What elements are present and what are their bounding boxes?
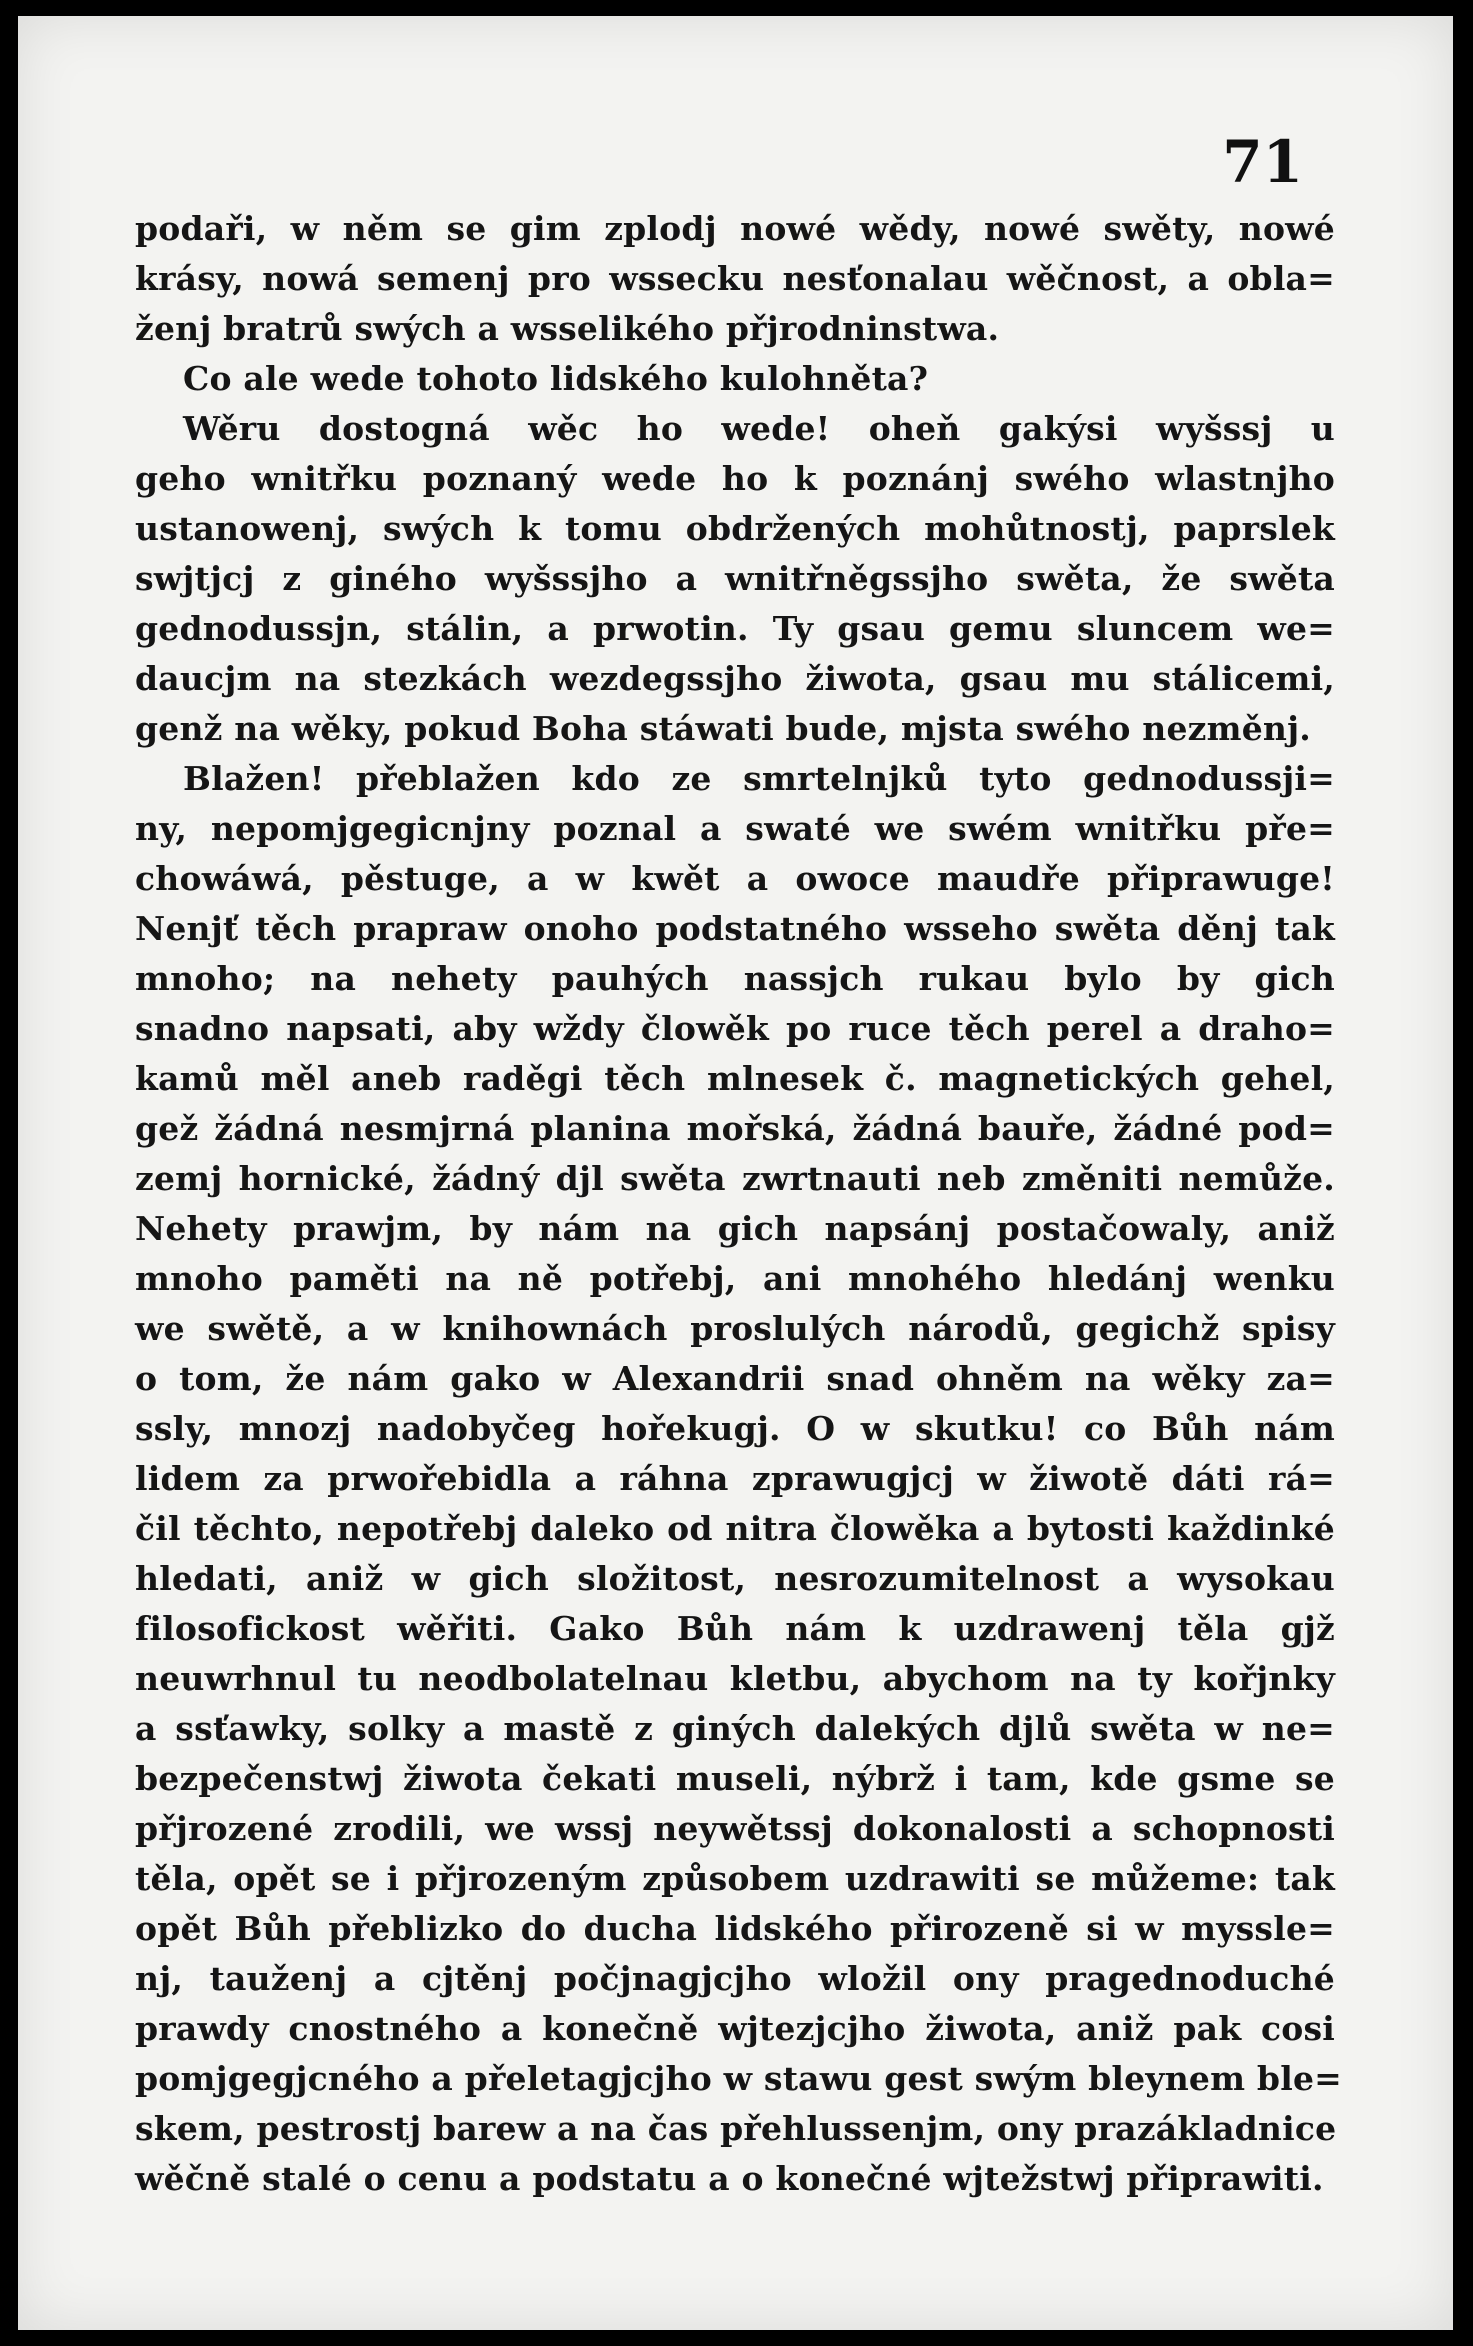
text-line: přjrozené zrodili, we wssj neywětssj dokonalosti a schopnosti (135, 1809, 1335, 1848)
text-line: filosofickost wěřiti. Gako Bůh nám k uzdrawenj těla gjž (135, 1609, 1335, 1648)
text-line: wěčně stalé o cenu a podstatu a o konečné wjtežstwj připrawiti. (135, 2159, 1324, 2198)
text-line: prawdy cnostného a konečně wjtezjcjho žiwota, aniž pak cosi (135, 2009, 1335, 2048)
text-line: neuwrhnul tu neodbolatelnau kletbu, abychom na ty kořjnky (135, 1659, 1335, 1698)
text-line: daucjm na stezkách wezdegssjho žiwota, gsau mu stálicemi, (135, 659, 1335, 698)
text-line: ssly, mnozj nadobyčeg hořekugj. O w skutku! co Bůh nám (135, 1409, 1335, 1448)
text-line: skem, pestrostj barew a na čas přehlussenjm, ony prazákladnice (135, 2109, 1337, 2148)
text-line: mnoho; na nehety pauhých nassjch rukau bylo by gich (135, 959, 1335, 998)
text-line: geho wnitřku poznaný wede ho k poznánj swého wlastnjho (135, 459, 1335, 498)
page-number: 71 (1222, 128, 1303, 196)
text-line: Nenjť těch prapraw onoho podstatného wsseho swěta děnj tak (135, 909, 1335, 948)
text-line: Nehety prawjm, by nám na gich napsánj postačowaly, aniž (135, 1209, 1335, 1248)
text-line: snadno napsati, aby wždy člowěk po ruce těch perel a draho= (135, 1009, 1335, 1048)
text-line: těla, opět se i přjrozeným způsobem uzdrawiti se můžeme: tak (135, 1859, 1335, 1898)
text-line: a ssťawky, solky a mastě z giných dalekých djlů swěta w ne= (135, 1709, 1335, 1748)
text-line: nj, tauženj a cjtěnj počjnagjcjho wložil ony pragednoduché (135, 1959, 1335, 1998)
text-line: ženj bratrů swých a wsselikého přjrodninstwa. (135, 309, 1000, 348)
text-line: lidem za prwořebidla a ráhna zprawugjcj w žiwotě dáti rá= (135, 1459, 1335, 1498)
text-line: hledati, aniž w gich složitost, nesrozumitelnost a wysokau (135, 1559, 1335, 1598)
text-line: čil těchto, nepotřebj daleko od nitra člowěka a bytosti každinké (135, 1509, 1335, 1548)
text-line: Co ale wede tohoto lidského kulohněta? (183, 359, 929, 398)
text-line: Wěru dostogná wěc ho wede! oheň gakýsi wyšssj u (183, 409, 1335, 448)
text-line: ustanowenj, swých k tomu obdržených mohůtnostj, paprslek (135, 509, 1335, 548)
text-line: krásy, nowá semenj pro wssecku nesťonalau wěčnost, a obla= (135, 259, 1335, 298)
text-line: podaři, w něm se gim zplodj nowé wědy, nowé swěty, nowé (135, 209, 1335, 248)
text-line: pomjgegjcného a přeletagjcjho w stawu gest swým bleynem ble= (135, 2059, 1342, 2098)
book-page (18, 16, 1453, 2330)
body-text (135, 204, 1342, 2204)
text-line: o tom, že nám gako w Alexandrii snad ohněm na wěky za= (135, 1359, 1335, 1398)
text-line: we swětě, a w knihownách proslulých národů, gegichž spisy (135, 1309, 1335, 1348)
text-line: mnoho paměti na ně potřebj, ani mnohého hledánj wenku (135, 1259, 1335, 1298)
text-line: ny, nepomjgegicnjny poznal a swaté we swém wnitřku pře= (135, 809, 1335, 848)
text-line: swjtjcj z giného wyšssjho a wnitřněgssjho swěta, že swěta (135, 559, 1335, 598)
text-line: zemj hornické, žádný djl swěta zwrtnauti neb změniti nemůže. (135, 1159, 1335, 1198)
text-line: chowáwá, pěstuge, a w kwět a owoce maudře připrawuge! (135, 859, 1335, 898)
text-line: gednodussjn, stálin, a prwotin. Ty gsau gemu sluncem we= (135, 609, 1335, 648)
text-line: gež žádná nesmjrná planina mořská, žádná bauře, žádné pod= (135, 1109, 1335, 1148)
text-line: bezpečenstwj žiwota čekati museli, nýbrž i tam, kde gsme se (135, 1759, 1335, 1798)
text-line: kamů měl aneb raděgi těch mlnesek č. magnetických gehel, (135, 1059, 1335, 1098)
text-line: Blažen! přeblažen kdo ze smrtelnjků tyto gednodussji= (183, 759, 1335, 798)
text-line: opět Bůh přeblizko do ducha lidského přirozeně si w myssle= (135, 1909, 1335, 1948)
text-line: genž na wěky, pokud Boha stáwati bude, mjsta swého nezměnj. (135, 709, 1311, 748)
